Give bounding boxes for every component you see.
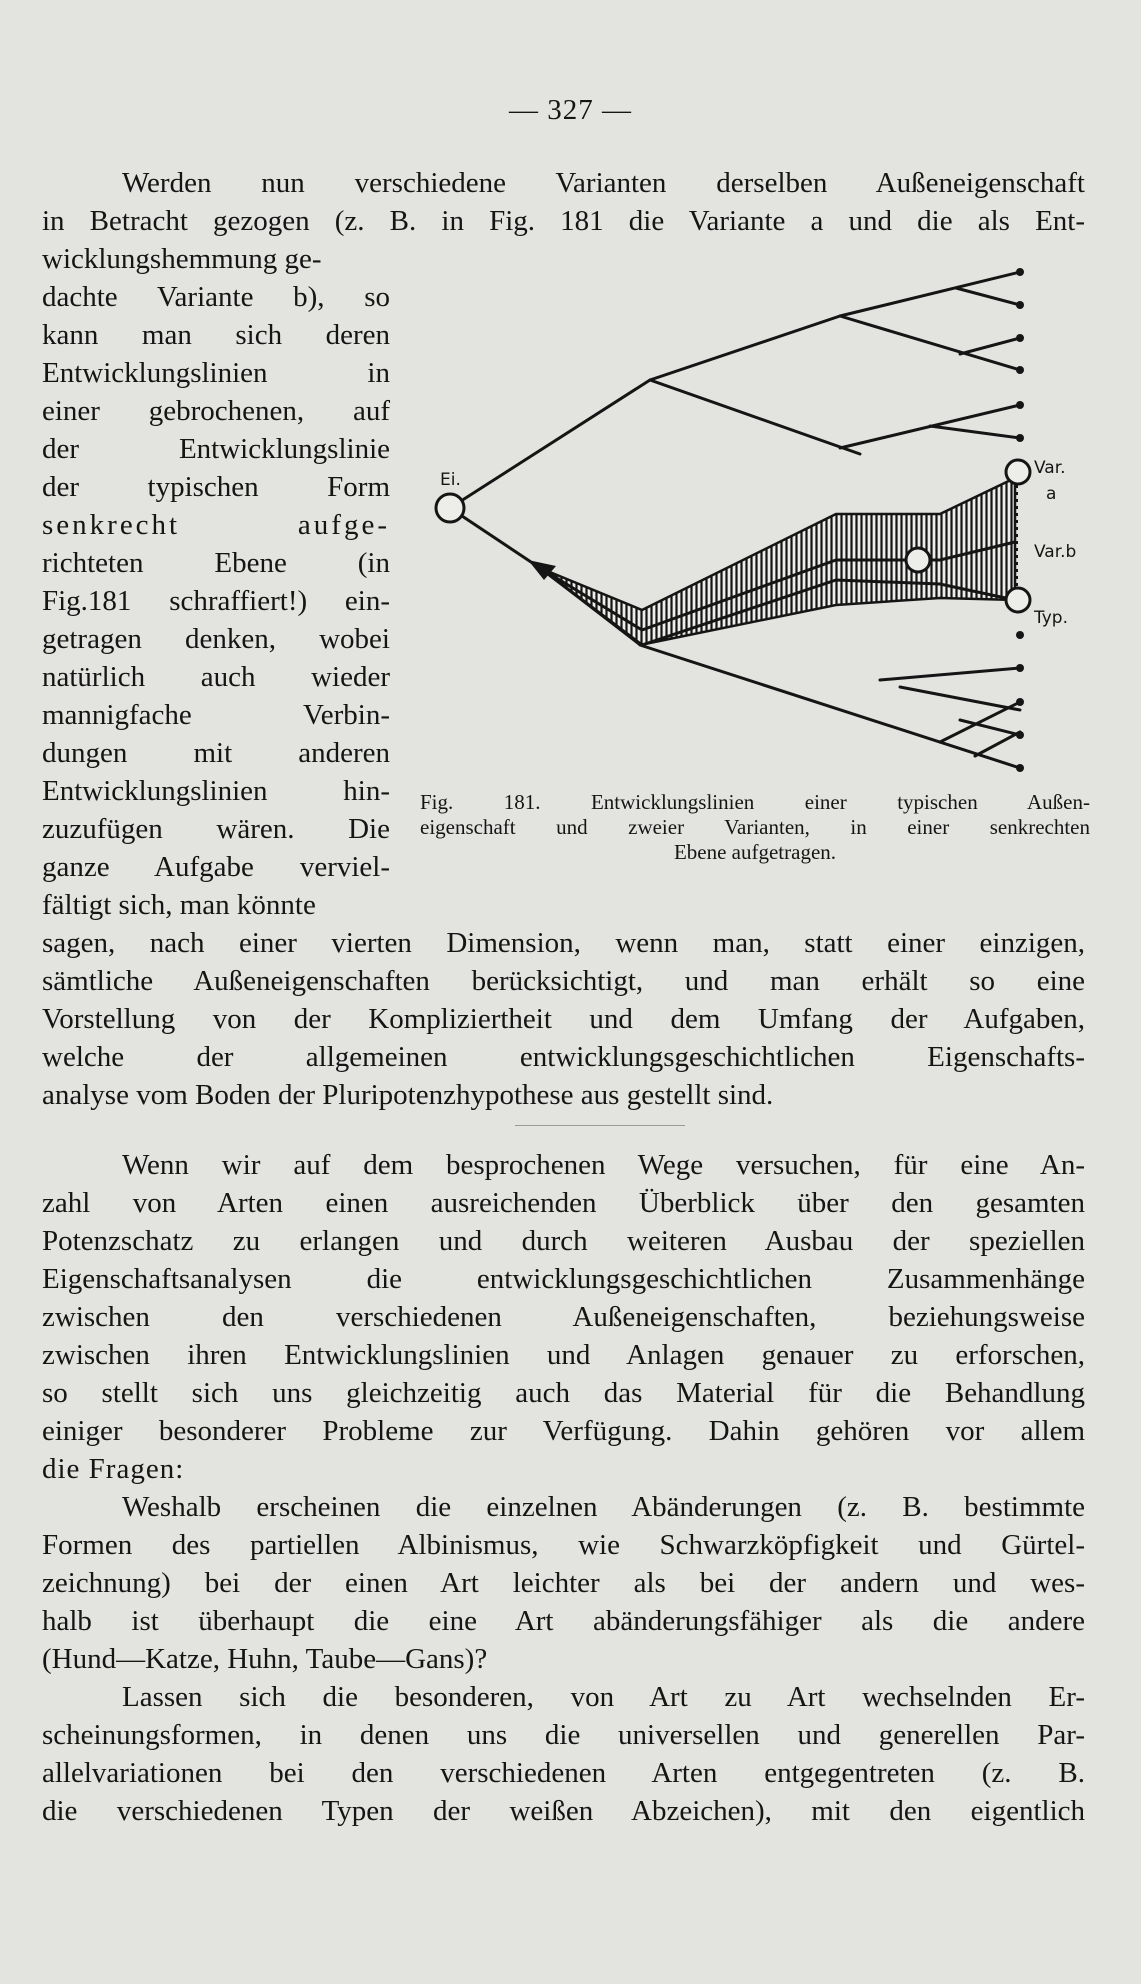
- text-line: Werden nun verschiedene Varianten derselben Außeneigenschaft: [122, 167, 1085, 199]
- text-line: sämtliche Außeneigenschaften berücksichtigt, und man erhält so eine: [42, 965, 1085, 997]
- type-node: [1006, 588, 1030, 612]
- text-line: zahl von Arten einen ausreichenden Überblick über den gesamten: [42, 1187, 1085, 1219]
- caption-line: Fig. 181. Entwicklungslinien einer typischen Außen-: [420, 790, 1090, 814]
- text-line: Potenzschatz zu erlangen und durch weiteren Ausbau der speziellen: [42, 1225, 1085, 1257]
- text-line: mannigfache Verbin-: [42, 699, 390, 731]
- variant-a-letter: a: [1046, 484, 1057, 504]
- text-line: kann man sich deren: [42, 319, 390, 351]
- text-line: in Betracht gezogen (z. B. in Fig. 181 die Variante a und die als Ent-: [42, 205, 1085, 237]
- text-line: senkrecht aufge-: [42, 509, 390, 541]
- text-line: (Hund—Katze, Huhn, Taube—Gans)?: [42, 1643, 488, 1675]
- text-line: getragen denken, wobei: [42, 623, 390, 655]
- development-lines-diagram: [420, 250, 1100, 790]
- text-line: Entwicklungslinien in: [42, 357, 390, 389]
- text-line: ganze Aufgabe verviel-: [42, 851, 390, 883]
- text-line: der typischen Form: [42, 471, 390, 503]
- text-line: zeichnung) bei der einen Art leichter als bei der andern und wes-: [42, 1567, 1085, 1599]
- variant-b-label: Var.b: [1034, 542, 1077, 562]
- text-line: dachte Variante b), so: [42, 281, 390, 313]
- text-line: Formen des partiellen Albinismus, wie Schwarzköpfigkeit und Gürtel-: [42, 1529, 1085, 1561]
- text-line: so stellt sich uns gleichzeitig auch das Material für die Behandlung: [42, 1377, 1085, 1409]
- text-line: richteten Ebene (in: [42, 547, 390, 579]
- text-line: der Entwicklungslinie: [42, 433, 390, 465]
- text-line: einer gebrochenen, auf: [42, 395, 390, 427]
- text-line: Lassen sich die besonderen, von Art zu Art wechselnden Er-: [122, 1681, 1085, 1713]
- page-number: — 327 —: [509, 94, 632, 126]
- text-line: Eigenschaftsanalysen die entwicklungsgeschichtlichen Zusammenhänge: [42, 1263, 1085, 1295]
- variant-a-label: Var.: [1034, 458, 1066, 478]
- text-line: dungen mit anderen: [42, 737, 390, 769]
- text-line: scheinungsformen, in denen uns die universellen und generellen Par-: [42, 1719, 1085, 1751]
- variant-b-node: [906, 548, 930, 572]
- text-line: Entwicklungslinien hin-: [42, 775, 390, 807]
- text-line: die verschiedenen Typen der weißen Abzeichen), mit den eigentlich: [42, 1795, 1085, 1827]
- text-line: welche der allgemeinen entwicklungsgeschichtlichen Eigenschafts-: [42, 1041, 1085, 1073]
- text-line: Vorstellung von der Kompliziertheit und dem Umfang der Aufgaben,: [42, 1003, 1085, 1035]
- egg-node: [436, 494, 464, 522]
- text-line: wicklungshemmung ge-: [42, 243, 322, 275]
- text-line: zwischen den verschiedenen Außeneigenschaften, beziehungsweise: [42, 1301, 1085, 1333]
- text-line: die Fragen:: [42, 1453, 185, 1485]
- text-line: zwischen ihren Entwicklungslinien und Anlagen genauer zu erforschen,: [42, 1339, 1085, 1371]
- text-line: einiger besonderer Probleme zur Verfügung. Dahin gehören vor allem: [42, 1415, 1085, 1447]
- type-label: Typ.: [1034, 608, 1068, 628]
- section-divider: [515, 1125, 685, 1126]
- text-line: Wenn wir auf dem besprochenen Wege versuchen, für eine An-: [122, 1149, 1085, 1181]
- text-line: fältigt sich, man könnte: [42, 889, 316, 921]
- text-line: zuzufügen wären. Die: [42, 813, 390, 845]
- text-line: analyse vom Boden der Pluripotenzhypothese aus gestellt sind.: [42, 1079, 774, 1111]
- text-line: natürlich auch wieder: [42, 661, 390, 693]
- variant-a-node: [1006, 460, 1030, 484]
- caption-line: Ebene aufgetragen.: [673, 840, 837, 864]
- egg-label: Ei.: [440, 470, 461, 490]
- text-line: allelvariationen bei den verschiedenen Arten entgegentreten (z. B.: [42, 1757, 1085, 1789]
- text-line: halb ist überhaupt die eine Art abänderungsfähiger als die andere: [42, 1605, 1085, 1637]
- text-line: sagen, nach einer vierten Dimension, wenn man, statt einer einzigen,: [42, 927, 1085, 959]
- figure-caption: [420, 790, 1090, 865]
- text-line: Fig.181 schraffiert!) ein-: [42, 585, 390, 617]
- caption-line: eigenschaft und zweier Varianten, in einer senkrechten: [420, 815, 1090, 839]
- text-line: Weshalb erscheinen die einzelnen Abänderungen (z. B. bestimmte: [122, 1491, 1085, 1523]
- figure-181: [420, 250, 1100, 790]
